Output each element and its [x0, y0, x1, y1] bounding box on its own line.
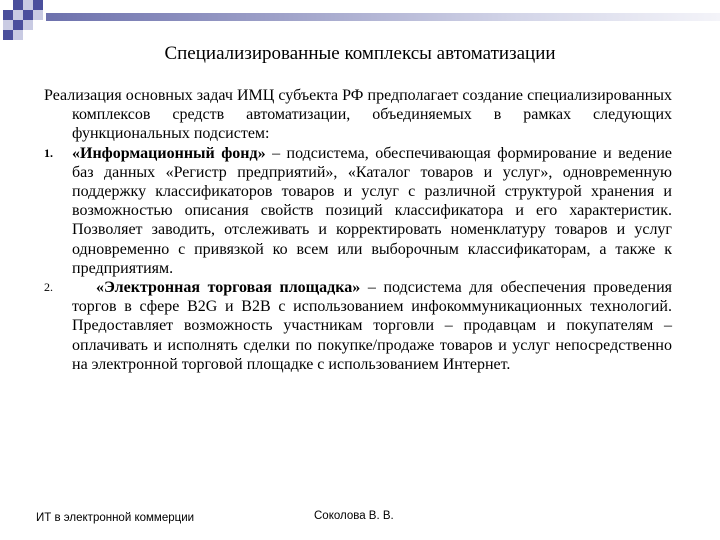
decor-square [23, 20, 33, 30]
footer-course: ИТ в электронной коммерции [36, 512, 195, 524]
list-item-term: «Электронная торговая площадка» [96, 279, 361, 297]
intro-paragraph: Реализация основных задач ИМЦ субъекта РФ предполагает создание специализированных комплексов средств автоматизации, объединяемых в рамках следующих функциональных подсистем: [44, 87, 672, 143]
decor-square [23, 0, 33, 10]
list-item-term: «Информационный фонд» [72, 144, 266, 162]
decor-square [3, 10, 13, 20]
list-item-text: – подсистема, обеспечивающая формирование и ведение баз данных «Регистр предприятий», «Каталог товаров и услуг», одновременную поддержку классификаторов товаров и услуг с различной структурой хранения и возможностью описания свойств позиций классификатора и его характеристик. Позволяет заводить, отслеживать и корректировать номенклатуру товаров и услуг одновременно с привязкой ко всем или выборочным классификаторам, а также к предприятиям. [72, 144, 672, 277]
decor-square [33, 0, 43, 10]
list-number: 2. [44, 280, 53, 295]
decor-square [13, 30, 23, 40]
list-item-text: – подсистема для обеспечения проведения торгов в сфере B2G и B2B с использованием инфокоммуникационных технологий. Предоставляет возможность участникам торговли – продавцам и покупателям – оплачивать и исполнять сделки по покупке/продаже товаров и услуг непосредственно на электронной торговой площадке с использованием Интернет. [72, 279, 672, 373]
slide-title: Специализированные комплексы автоматизации [164, 43, 556, 64]
slide-body [44, 86, 672, 374]
decor-square [33, 10, 43, 20]
decor-square [3, 20, 13, 30]
list-item-trading-platform [44, 278, 672, 374]
header-gradient-band [46, 13, 720, 21]
decor-square [13, 10, 23, 20]
decor-square [13, 20, 23, 30]
decor-square [23, 10, 33, 20]
footer-author: Соколова В. В. [314, 510, 394, 522]
list-number: 1. [44, 145, 53, 160]
decor-square [3, 30, 13, 40]
decor-square [13, 0, 23, 10]
list-item-information-fund [44, 144, 672, 278]
